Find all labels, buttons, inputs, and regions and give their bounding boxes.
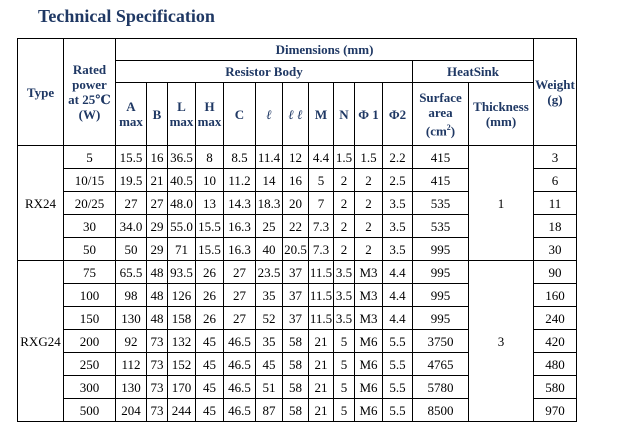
col-b-header: B	[147, 83, 168, 146]
weight-cell: 11	[534, 192, 577, 215]
power-cell: 150	[64, 307, 116, 330]
c-cell: 14.3	[224, 192, 256, 215]
area-cell: 415	[413, 146, 469, 169]
power-cell: 75	[64, 261, 116, 284]
rated-power-line-1: Rated	[72, 62, 107, 77]
b-cell: 48	[147, 284, 168, 307]
weight-cell: 30	[534, 238, 577, 261]
h-cell: 45	[196, 376, 224, 399]
l2-cell: 12	[283, 146, 309, 169]
col-n-header: N	[334, 83, 355, 146]
n-cell: 5	[334, 399, 355, 422]
n-cell: 2	[334, 215, 355, 238]
weight-cell: 970	[534, 399, 577, 422]
h-cell: 26	[196, 307, 224, 330]
l1-cell: 35	[256, 284, 283, 307]
n-cell: 1.5	[334, 146, 355, 169]
a-cell: 34.0	[116, 215, 147, 238]
phi2-cell: 3.5	[383, 238, 413, 261]
type-cell: RX24	[18, 146, 64, 261]
area-cell: 4765	[413, 353, 469, 376]
header-row-1	[18, 39, 577, 61]
col-m-header: M	[309, 83, 334, 146]
phi2-cell: 5.5	[383, 330, 413, 353]
phi2-cell: 4.4	[383, 261, 413, 284]
a-cell: 19.5	[116, 169, 147, 192]
l-cell: 93.5	[168, 261, 196, 284]
b-cell: 29	[147, 215, 168, 238]
col-a-header: A max	[116, 83, 147, 146]
area-cell: 995	[413, 284, 469, 307]
b-cell: 73	[147, 330, 168, 353]
phi1-cell: M6	[355, 376, 383, 399]
l1-cell: 52	[256, 307, 283, 330]
col-phi2-header: Φ2	[383, 83, 413, 146]
weight-cell: 6	[534, 169, 577, 192]
surface-area-header: Surface area $(cm^2)$	[413, 83, 469, 146]
l-cell: 132	[168, 330, 196, 353]
thickness-header: Thickness (mm)	[469, 83, 534, 146]
type-header: Type	[18, 39, 64, 146]
l-cell: 158	[168, 307, 196, 330]
col-l-script2-header: ℓ ℓ	[283, 83, 309, 146]
l1-cell: 45	[256, 353, 283, 376]
area-cell: 995	[413, 261, 469, 284]
c-cell: 46.5	[224, 399, 256, 422]
a-cell: 112	[116, 353, 147, 376]
area-cell: 415	[413, 169, 469, 192]
a-cell: 92	[116, 330, 147, 353]
b-cell: 27	[147, 192, 168, 215]
m-cell: 5	[309, 169, 334, 192]
phi1-cell: M3	[355, 307, 383, 330]
l-cell: 170	[168, 376, 196, 399]
h-cell: 10	[196, 169, 224, 192]
phi1-cell: M6	[355, 353, 383, 376]
phi2-cell: 2.5	[383, 169, 413, 192]
power-cell: 20/25	[64, 192, 116, 215]
area-cell: 995	[413, 238, 469, 261]
m-cell: 11.5	[309, 284, 334, 307]
phi1-cell: 2	[355, 169, 383, 192]
b-cell: 48	[147, 261, 168, 284]
l1-cell: 51	[256, 376, 283, 399]
heatsink-header: HeatSink	[413, 61, 534, 83]
rated-power-header	[64, 39, 116, 146]
a-cell: 65.5	[116, 261, 147, 284]
phi1-cell: M3	[355, 284, 383, 307]
weight-header	[534, 39, 577, 146]
l-cell: 152	[168, 353, 196, 376]
phi1-cell: 2	[355, 238, 383, 261]
m-cell: 4.4	[309, 146, 334, 169]
weight-cell: 18	[534, 215, 577, 238]
phi1-cell: M6	[355, 399, 383, 422]
phi1-cell: 2	[355, 215, 383, 238]
c-cell: 46.5	[224, 330, 256, 353]
l1-cell: 87	[256, 399, 283, 422]
l-cell: 71	[168, 238, 196, 261]
thickness-cell: 3	[469, 261, 534, 422]
page-title: Technical Specification	[38, 6, 215, 26]
b-cell: 16	[147, 146, 168, 169]
l1-cell: 23.5	[256, 261, 283, 284]
l2-cell: 37	[283, 261, 309, 284]
l2-cell: 16	[283, 169, 309, 192]
rated-power-line-3: at 25℃	[68, 92, 111, 107]
m-cell: 21	[309, 399, 334, 422]
a-cell: 50	[116, 238, 147, 261]
thickness-cell: 1	[469, 146, 534, 261]
weight-cell: 240	[534, 307, 577, 330]
c-cell: 8.5	[224, 146, 256, 169]
c-cell: 27	[224, 261, 256, 284]
m-cell: 21	[309, 330, 334, 353]
l-cell: 126	[168, 284, 196, 307]
n-cell: 3.5	[334, 261, 355, 284]
power-cell: 30	[64, 215, 116, 238]
c-cell: 27	[224, 284, 256, 307]
phi2-cell: 4.4	[383, 284, 413, 307]
phi1-cell: 2	[355, 192, 383, 215]
n-cell: 2	[334, 192, 355, 215]
weight-cell: 160	[534, 284, 577, 307]
col-phi1-header: Φ 1	[355, 83, 383, 146]
phi2-cell: 5.5	[383, 353, 413, 376]
area-cell: 8500	[413, 399, 469, 422]
l2-cell: 37	[283, 284, 309, 307]
phi1-cell: 1.5	[355, 146, 383, 169]
a-cell: 27	[116, 192, 147, 215]
l2-cell: 58	[283, 353, 309, 376]
a-cell: 130	[116, 376, 147, 399]
weight-cell: 580	[534, 376, 577, 399]
l1-cell: 14	[256, 169, 283, 192]
h-cell: 45	[196, 399, 224, 422]
phi2-cell: 3.5	[383, 215, 413, 238]
weight-cell: 90	[534, 261, 577, 284]
n-cell: 5	[334, 353, 355, 376]
n-cell: 3.5	[334, 284, 355, 307]
l-cell: 55.0	[168, 215, 196, 238]
area-cell: 3750	[413, 330, 469, 353]
h-cell: 13	[196, 192, 224, 215]
l2-cell: 20	[283, 192, 309, 215]
weight-cell: 480	[534, 353, 577, 376]
l2-cell: 58	[283, 376, 309, 399]
spec-table	[17, 38, 577, 422]
a-cell: 130	[116, 307, 147, 330]
dimensions-header: Dimensions (mm)	[116, 39, 534, 61]
a-cell: 98	[116, 284, 147, 307]
area-cell: 995	[413, 307, 469, 330]
m-cell: 11.5	[309, 307, 334, 330]
col-h-header: H max	[196, 83, 224, 146]
rated-power-line-2: power	[72, 77, 107, 92]
type-cell: RXG24	[18, 261, 64, 422]
power-cell: 50	[64, 238, 116, 261]
weight-cell: 420	[534, 330, 577, 353]
table-row	[18, 146, 577, 169]
c-cell: 16.3	[224, 215, 256, 238]
power-cell: 200	[64, 330, 116, 353]
h-cell: 26	[196, 284, 224, 307]
l1-cell: 18.3	[256, 192, 283, 215]
c-cell: 27	[224, 307, 256, 330]
weight-line-2: (g)	[547, 92, 563, 107]
power-cell: 250	[64, 353, 116, 376]
rated-power-line-4: (W)	[78, 107, 101, 122]
col-l-script-header: ℓ	[256, 83, 283, 146]
resistor-body-header: Resistor Body	[116, 61, 413, 83]
phi2-cell: 2.2	[383, 146, 413, 169]
l2-cell: 22	[283, 215, 309, 238]
h-cell: 45	[196, 330, 224, 353]
n-cell: 2	[334, 169, 355, 192]
m-cell: 7.3	[309, 238, 334, 261]
area-cell: 535	[413, 192, 469, 215]
h-cell: 8	[196, 146, 224, 169]
l1-cell: 25	[256, 215, 283, 238]
b-cell: 73	[147, 376, 168, 399]
area-cell: 535	[413, 215, 469, 238]
n-cell: 2	[334, 238, 355, 261]
col-l-header: L max	[168, 83, 196, 146]
phi2-cell: 5.5	[383, 376, 413, 399]
power-cell: 10/15	[64, 169, 116, 192]
m-cell: 21	[309, 353, 334, 376]
n-cell: 5	[334, 376, 355, 399]
b-cell: 21	[147, 169, 168, 192]
c-cell: 46.5	[224, 376, 256, 399]
power-cell: 300	[64, 376, 116, 399]
c-cell: 11.2	[224, 169, 256, 192]
l1-cell: 35	[256, 330, 283, 353]
power-cell: 500	[64, 399, 116, 422]
phi2-cell: 4.4	[383, 307, 413, 330]
c-cell: 16.3	[224, 238, 256, 261]
h-cell: 15.5	[196, 238, 224, 261]
a-cell: 15.5	[116, 146, 147, 169]
b-cell: 48	[147, 307, 168, 330]
power-cell: 5	[64, 146, 116, 169]
b-cell: 73	[147, 399, 168, 422]
l2-cell: 37	[283, 307, 309, 330]
phi1-cell: M6	[355, 330, 383, 353]
l-cell: 244	[168, 399, 196, 422]
l-cell: 40.5	[168, 169, 196, 192]
b-cell: 73	[147, 353, 168, 376]
col-c-header: C	[224, 83, 256, 146]
phi2-cell: 5.5	[383, 399, 413, 422]
area-cell: 5780	[413, 376, 469, 399]
c-cell: 46.5	[224, 353, 256, 376]
n-cell: 5	[334, 330, 355, 353]
l2-cell: 20.5	[283, 238, 309, 261]
power-cell: 100	[64, 284, 116, 307]
weight-line-1: Weight	[535, 77, 575, 92]
l2-cell: 58	[283, 330, 309, 353]
weight-cell: 3	[534, 146, 577, 169]
h-cell: 15.5	[196, 215, 224, 238]
l-cell: 36.5	[168, 146, 196, 169]
l2-cell: 58	[283, 399, 309, 422]
h-cell: 45	[196, 353, 224, 376]
m-cell: 11.5	[309, 261, 334, 284]
n-cell: 3.5	[334, 307, 355, 330]
h-cell: 26	[196, 261, 224, 284]
a-cell: 204	[116, 399, 147, 422]
l1-cell: 11.4	[256, 146, 283, 169]
m-cell: 7.3	[309, 215, 334, 238]
phi2-cell: 3.5	[383, 192, 413, 215]
l1-cell: 40	[256, 238, 283, 261]
b-cell: 29	[147, 238, 168, 261]
table-row	[18, 261, 577, 284]
m-cell: 21	[309, 376, 334, 399]
phi1-cell: M3	[355, 261, 383, 284]
l-cell: 48.0	[168, 192, 196, 215]
m-cell: 7	[309, 192, 334, 215]
